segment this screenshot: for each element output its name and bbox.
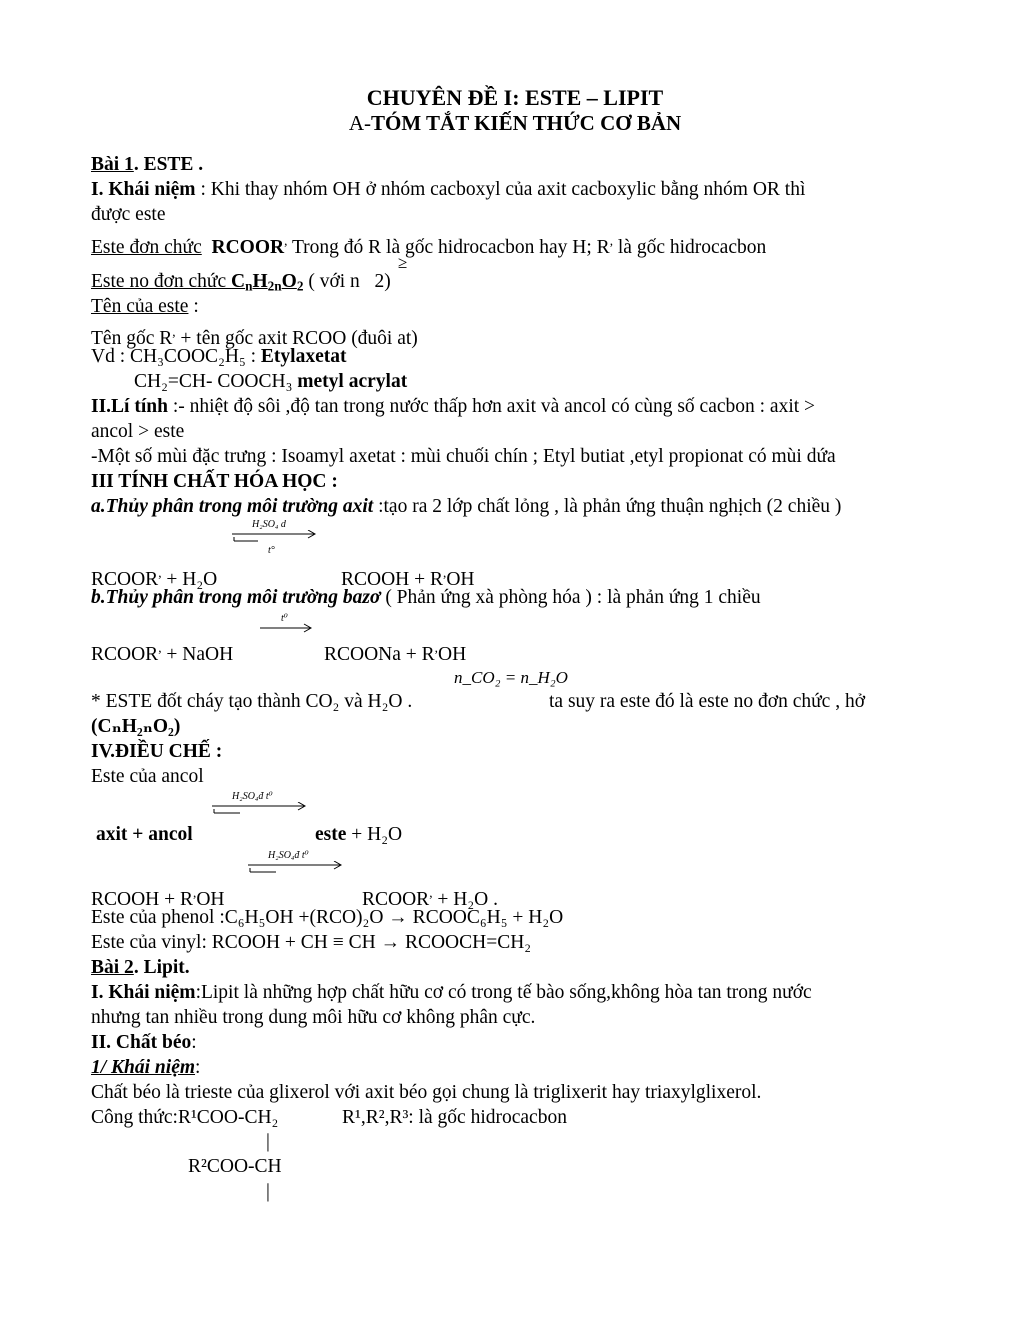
burn-line1a: * ESTE đốt cháy tạo thành CO₂ và H₂O . <box>91 691 413 712</box>
lipit-khai-niem-line2: nhưng tan nhiều trong dung môi hữu cơ không phân cực. <box>91 1007 536 1028</box>
don-chuc-formula: RCOOR <box>211 236 285 258</box>
eq-c-right: este + H₂O <box>315 824 403 845</box>
right-arrow-icon <box>258 623 314 633</box>
thuy-phan-bazo-label: b.Thủy phân trong môi trường bazơ <box>91 587 381 608</box>
khai-niem-text2: được este <box>91 204 166 225</box>
don-chuc-rest: Trong đó R là gốc hidrocacbon hay H; R <box>287 236 610 258</box>
page-title <box>0 86 1024 110</box>
tinh-chat-heading <box>91 470 338 494</box>
khai-niem-line2 <box>91 203 165 227</box>
ten-rule-a: Tên gốc R <box>91 327 173 349</box>
bai1-rest: . ESTE . <box>133 154 204 175</box>
este-cua-ancol: Este của ancol <box>91 766 204 787</box>
thuy-phan-axit-line <box>91 495 841 519</box>
cong-thuc-desc: R¹,R²,R³: là gốc hidrocacbon <box>342 1107 567 1128</box>
li-tinh-text1: :- nhiệt độ sôi ,độ tan trong nước thấp hơn axit và ancol có cùng số cacbon : axit > <box>167 396 816 417</box>
no-don-chuc-label: Este no đơn chức <box>91 271 232 292</box>
arrow-b-top-label: t⁰ <box>281 613 288 624</box>
bai2-heading: Bài 2. Lipit. <box>91 957 190 978</box>
no-don-chuc-cond: ( với n <box>303 271 365 292</box>
este-cua-phenol: Este của phenol :C₆H₅OH +(RCO)₂O → RCOOC₆H₅ + H₂O <box>91 907 564 928</box>
li-tinh-line1 <box>91 395 815 419</box>
eq-a-left: RCOOR, + H₂O <box>91 565 218 590</box>
vd-label: Vd : <box>91 346 130 367</box>
thuy-phan-bazo-text: ( Phản ứng xà phòng hóa ) : là phản ứng 1 chiều <box>380 587 761 608</box>
chat-beo-heading: II. Chất béo: <box>91 1032 197 1053</box>
thuy-phan-axit-label: a.Thủy phân trong môi trường axit <box>91 496 374 517</box>
cong-thuc-r2: R²COO-CH <box>188 1156 282 1177</box>
li-tinh-label: II.Lí tính <box>91 396 168 417</box>
vd2-formula: CH₂=CH- COOCH₃ <box>134 371 298 392</box>
burn-line1b: ta suy ra este đó là este no đơn chức , hở <box>549 691 866 712</box>
bai1-heading <box>91 153 203 177</box>
arrow-c-top-label: H₂SO₄đ t⁰ <box>232 791 273 802</box>
li-tinh-text2: ancol > este <box>91 421 185 442</box>
bond-bar-2: | <box>266 1181 270 1202</box>
lipit-khai-niem-line1: I. Khái niệm:Lipit là những hợp chất hữu cơ có trong tế bào sống,không hòa tan trong nước <box>91 982 812 1003</box>
subtitle-prefix: A- <box>348 111 371 135</box>
no-don-chuc-formula: $C_nH_{2n}O_2$ <box>231 271 304 294</box>
reversible-arrow-icon <box>210 802 310 816</box>
eq-b-right: RCOONa + R,OH <box>324 640 467 665</box>
li-tinh-line2 <box>91 420 184 444</box>
cong-thuc-line: Công thức:R¹COO-CH₂ <box>91 1107 279 1128</box>
khai-niem-label: I. Khái niệm <box>91 179 196 200</box>
este-cua-vinyl: Este của vinyl: RCOOH + CH ≡ CH → RCOOCH=CH₂ <box>91 932 532 953</box>
chat-beo-kn-heading: 1/ Khái niệm: <box>91 1057 201 1078</box>
title-main: CHUYÊN ĐỀ I: ESTE – LIPIT <box>366 85 664 110</box>
vd1-name: Etylaxetat <box>260 346 347 367</box>
khai-niem-line1 <box>91 178 805 202</box>
subtitle-text: TÓM TẮT KIẾN THỨC CƠ BẢN <box>370 111 682 135</box>
bai1-label: Bài 1 <box>91 154 134 175</box>
dieu-che-heading: IV.ĐIỀU CHẾ : <box>91 741 223 762</box>
eq-b-left: RCOOR, + NaOH <box>91 640 234 665</box>
thuy-phan-axit-text: :tạo ra 2 lớp chất lỏng , là phản ứng thuận nghịch (2 chiều ) <box>373 496 842 517</box>
ratio-formula: n_CO₂ = n_H₂O <box>454 668 568 687</box>
eq-d-right: RCOOR, + H₂O . <box>362 885 498 910</box>
vd1-formula: CH₃COOC₂H₅ <box>130 346 246 367</box>
burn-line2: (CₙH₂ₙO₂) <box>91 716 181 737</box>
eq-c-left: axit + ancol <box>96 824 193 845</box>
ten-este-rule: Tên gốc R, + tên gốc axit RCOO (đuôi at) <box>91 324 418 349</box>
don-chuc-label: Este đơn chức <box>91 236 202 258</box>
arrow-a-bottom-label: t° <box>268 545 275 556</box>
don-chuc-rest2: là gốc hidrocacbon <box>613 236 767 258</box>
khai-niem-text1: : Khi thay nhóm OH ở nhóm cacboxyl của axit cacboxylic bằng nhóm OR thì <box>195 179 806 200</box>
arrow-d-top-label: H₂SO₄đ t⁰ <box>268 850 309 861</box>
chat-beo-kn-text: Chất béo là trieste của glixerol với axit béo gọi chung là triglixerit hay triaxylglixerol. <box>91 1082 762 1103</box>
reversible-arrow-icon <box>246 861 346 875</box>
li-tinh-line3 <box>91 445 836 469</box>
ten-este-heading: Tên của este : <box>91 296 199 317</box>
thuy-phan-bazo-line <box>91 586 761 610</box>
geq-symbol: ≥ <box>398 253 408 272</box>
vd2-name: metyl acrylat <box>297 371 408 392</box>
eq-d-left: RCOOH + R,OH <box>91 885 225 910</box>
reversible-arrow-icon <box>230 530 320 544</box>
no-don-chuc-geq <box>398 251 407 275</box>
vd-line1: Vd : CH₃COOC₂H₅ : Etylaxetat <box>91 346 347 367</box>
eq-a-right: RCOOH + R,OH <box>341 565 475 590</box>
arrow-a-top-label: H₂SO₄ d <box>252 519 286 530</box>
bond-bar-1: | <box>266 1131 270 1152</box>
don-chuc-line: Este đơn chức RCOOR, Trong đó R là gốc hidrocacbon hay H; R, là gốc hidrocacbon <box>91 233 767 258</box>
page-subtitle <box>0 111 1024 135</box>
vd-line2 <box>134 370 407 394</box>
no-don-chuc-cond-end: 2) <box>374 271 391 292</box>
ten-este-label: Tên của este <box>91 296 189 317</box>
li-tinh-text3: -Một số mùi đặc trưng : Isoamyl axetat : mùi chuối chín ; Etyl butiat ,etyl propionat có mùi dứa <box>91 446 836 467</box>
tinh-chat-heading-text: III TÍNH CHẤT HÓA HỌC : <box>91 471 338 492</box>
ten-rule-b: + tên gốc axit RCOO (đuôi at) <box>175 327 418 349</box>
